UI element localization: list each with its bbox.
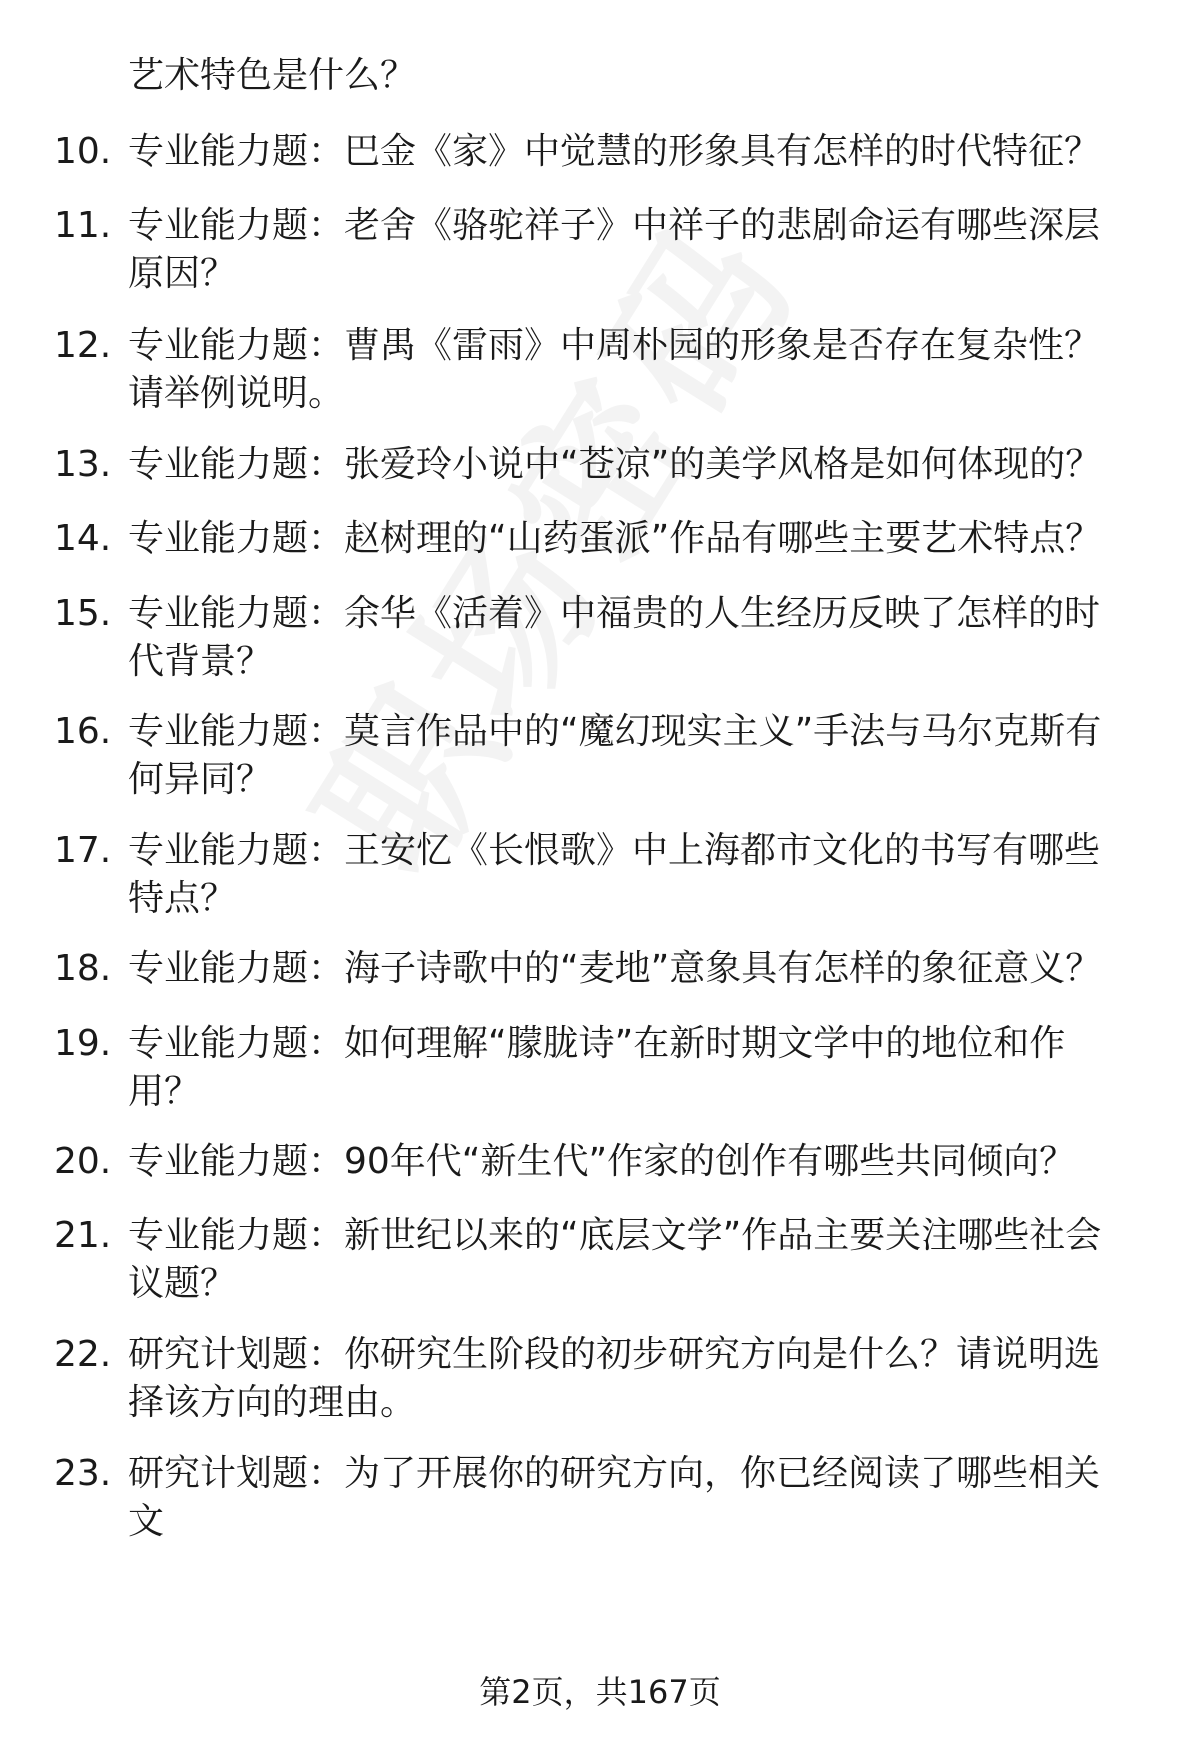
item-number: 19.	[54, 1023, 112, 1064]
item-text: 专业能力题：海子诗歌中的“麦地”意象具有怎样的象征意义？	[128, 948, 1102, 989]
page-footer: 第2页，共167页	[479, 1673, 721, 1711]
item-text: 研究计划题：你研究生阶段的初步研究方向是什么？请说明选择该方向的理由。	[128, 1334, 1101, 1423]
item-text: 专业能力题：莫言作品中的“魔幻现实主义”手法与马尔克斯有何异同？	[128, 711, 1102, 800]
item-text: 专业能力题：90年代“新生代”作家的创作有哪些共同倾向？	[128, 1141, 1076, 1182]
item-number: 23.	[54, 1453, 112, 1494]
item-text: 专业能力题：曹禺《雷雨》中周朴园的形象是否存在复杂性？请举例说明。	[128, 325, 1101, 414]
item-text: 专业能力题：巴金《家》中觉慧的形象具有怎样的时代特征？	[128, 131, 1101, 172]
item-text: 专业能力题：新世纪以来的“底层文学”作品主要关注哪些社会议题？	[128, 1215, 1102, 1304]
item-number: 14.	[54, 518, 112, 559]
item-number: 17.	[54, 830, 112, 871]
item-text: 专业能力题：张爱玲小说中“苍凉”的美学风格是如何体现的？	[128, 444, 1102, 485]
item-number: 18.	[54, 948, 112, 989]
item-text: 专业能力题：余华《活着》中福贵的人生经历反映了怎样的时代背景？	[128, 593, 1101, 682]
item-number: 12.	[54, 325, 112, 366]
item-number: 16.	[54, 711, 112, 752]
item-number: 20.	[54, 1141, 112, 1182]
item-number: 13.	[54, 444, 112, 485]
item-number: 11.	[54, 205, 112, 246]
item-number: 21.	[54, 1215, 112, 1256]
item-text: 专业能力题：赵树理的“山药蛋派”作品有哪些主要艺术特点？	[128, 518, 1102, 559]
continuation-text: 艺术特色是什么？	[128, 55, 417, 96]
item-number: 10.	[54, 131, 112, 172]
item-text: 研究计划题：为了开展你的研究方向，你已经阅读了哪些相关文	[128, 1453, 1101, 1542]
item-number: 15.	[54, 593, 112, 634]
item-number: 22.	[54, 1334, 112, 1375]
item-text: 专业能力题：王安忆《长恨歌》中上海都市文化的书写有哪些特点？	[128, 830, 1101, 919]
item-text: 专业能力题：如何理解“朦胧诗”在新时期文学中的地位和作用？	[128, 1023, 1066, 1112]
item-text: 专业能力题：老舍《骆驼祥子》中祥子的悲剧命运有哪些深层原因？	[128, 205, 1101, 294]
